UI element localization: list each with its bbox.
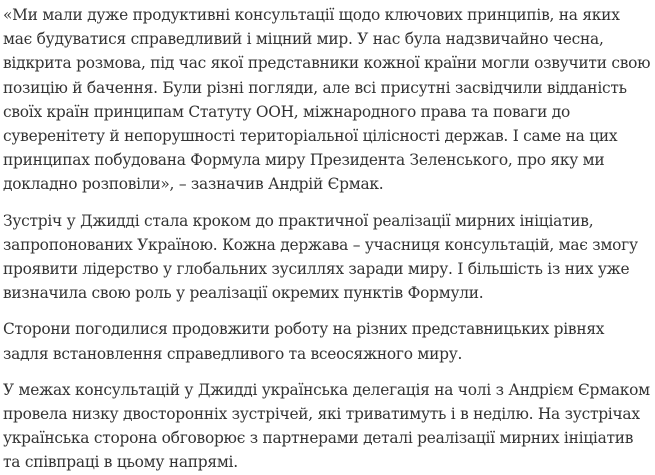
paragraph-parties-agreed: Сторони погодилися продовжити роботу на різних представницьких рівнях задля встановлення справедливого та всеосяжного миру.	[3, 320, 605, 363]
paragraph-bilateral-meetings: У межах консультацій у Джидді українська делегація на чолі з Андрієм Єрмаком провела низку двосторонніх зустрічей, які триватимуть і в неділю. На зустрічах українська сторона обговорює з партнерами деталі реалізації мирних ініціатив та співпраці в цьому напрямі.	[3, 380, 650, 472]
article-body	[3, 3, 651, 475]
paragraph-quote-yermak: «Ми мали дуже продуктивні консультації щодо ключових принципів, на яких має будуватися справедливий і міцний мир. У нас була надзвичайно чесна, відкрита розмова, під час якої представники кожної країни могли озвучити свою позицію й бачення. Були різні погляди, але всі присутні засвідчили відданість своїх країн принципам Статуту ООН, міжнародного права та поваги до суверенітету й непорушності територіальної цілісності держав. І саме на цих принципах побудована Формула миру Президента Зеленського, про яку ми докладно розповіли», – зазначив Андрій Єрмак.	[3, 6, 651, 194]
paragraph-jeddah-meeting: Зустріч у Джидді стала кроком до практичної реалізації мирних ініціатив, запропонованих Україною. Кожна держава – учасниця консультацій, має змогу проявити лідерство у глобальних зусиллях заради миру. І більшість із них уже визначила свою роль у реалізації окремих пунктів Формули.	[3, 211, 638, 303]
